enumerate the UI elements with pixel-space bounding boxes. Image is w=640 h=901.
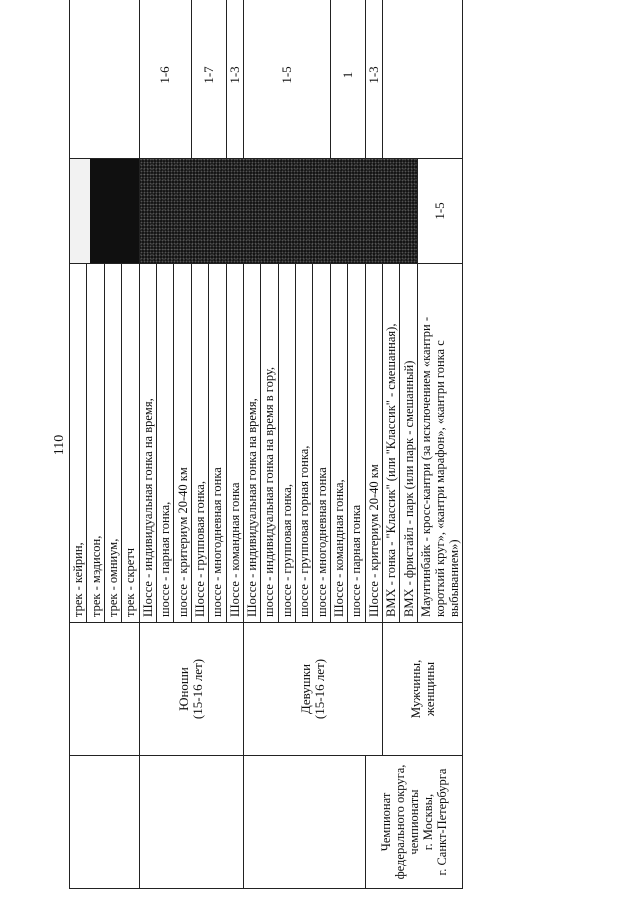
table-row [243,0,260,889]
discipline-cell: Шоссе - командная гонка [226,264,243,623]
championship-line: Чемпионат [378,792,393,852]
discipline-cell: Маунтинбайк - кросс-кантри (за исключением «кантри - короткий круг», «кантри марафон», «кантри гонка с выбыванием») [418,264,463,623]
discipline-cell: трек - кейрин, [70,264,87,623]
table-row [139,0,156,889]
discipline-cell: Шоссе - индивидуальная гонка на время, [243,264,260,623]
count-cell: 1-5 [243,0,330,159]
count-cell: 1-3 [365,0,382,159]
championship-cell-top [70,756,140,889]
discipline-cell: трек - скретч [122,264,139,623]
discipline-cell: Шоссе - групповая гонка, [191,264,208,623]
redacted-cell [70,159,140,264]
age-group-cell-boys [139,623,243,756]
table-row [383,0,400,889]
redacted-cell [139,159,417,264]
discipline-cell: шоссе - групповая гонка, [278,264,295,623]
age-group-label: Юноши [176,667,192,711]
championship-cell-middle [139,756,243,889]
discipline-cell: Шоссе - индивидуальная гонка на время, [139,264,156,623]
championship-line: г. Санкт-Петербурга [434,768,449,876]
discipline-cell: BMX - гонка - "Классик" (или "Классик" - смешанная), [383,264,400,623]
count-cell: 1-3 [226,0,243,159]
discipline-cell: Шоссе - командная гонка, [330,264,347,623]
championship-line: чемпионаты [406,789,421,855]
count-cell [70,0,140,159]
discipline-cell: шоссе - индивидуальная гонка на время в гору, [261,264,278,623]
age-group-cell-adults [383,623,463,756]
discipline-cell: трек - мэдисон, [87,264,104,623]
discipline-cell: трек - омниум, [104,264,121,623]
age-group-label: Девушки [297,663,313,715]
championship-cell-lower [243,756,365,889]
rotated-table-frame [69,37,463,889]
age-group-label: женщины [421,661,437,717]
discipline-cell: Шоссе - критериум 20-40 км [365,264,382,623]
competition-table [69,0,463,889]
table-row [365,0,382,889]
age-group-range: (15-16 лет) [311,658,327,720]
championship-line: федерального округа, [392,764,407,880]
count-cell: 1-5 [418,159,463,264]
discipline-cell: шоссе - многодневная гонка [209,264,226,623]
discipline-cell: шоссе - парная гонка, [156,264,173,623]
count-cell: 1-6 [139,0,191,159]
discipline-cell: шоссе - парная гонка [348,264,365,623]
age-group-label: Мужчины, [407,659,423,719]
discipline-cell: шоссе - групповая горная гонка, [296,264,313,623]
championship-cell [365,756,462,889]
count-cell: 1 [330,0,365,159]
discipline-cell: BMX - фристайл - парк (или парк - смешанный) [400,264,418,623]
page-number: 110 [52,434,67,456]
discipline-cell: шоссе - многодневная гонка [313,264,330,623]
count-cell: 1-7 [191,0,226,159]
discipline-cell: шоссе - критериум 20-40 км [174,264,191,623]
age-group-cell-girls [243,623,382,756]
table-row [70,0,87,889]
age-group-range: (15-16 лет) [190,658,206,720]
championship-line: г. Москвы, [420,793,435,851]
age-group-cell-top [70,623,140,756]
blank-cell [383,0,463,159]
